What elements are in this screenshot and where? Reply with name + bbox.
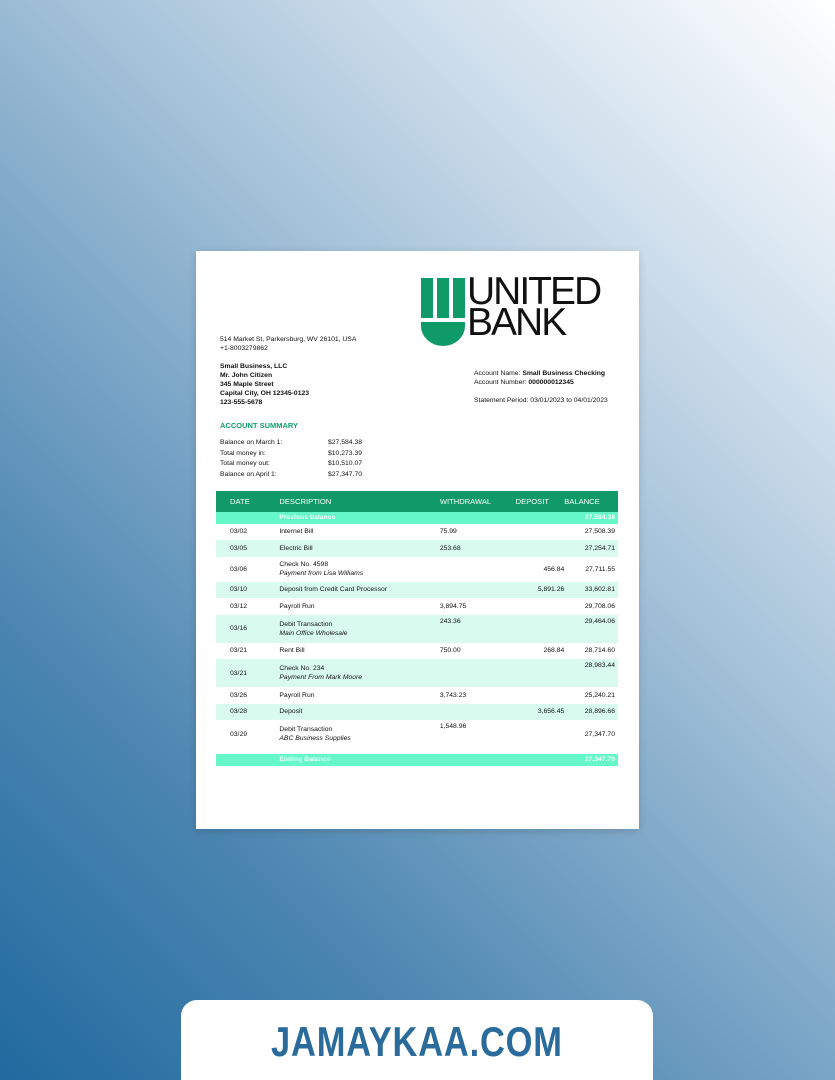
- customer-block: Small Business, LLC Mr. John Citizen 345 Maple Street Capital City, OH 12345-0123 123-555-5678: [220, 363, 310, 406]
- site-name: JAMAYKAA.COM: [271, 1018, 563, 1065]
- bank-arch-icon: [421, 278, 465, 346]
- summary-title: ACCOUNT SUMMARY: [220, 421, 299, 430]
- ending-balance-row: Ending Balance 27,347.70: [216, 754, 618, 766]
- table-row: 03/21 Rent Bill 750.00 268.84 28,714.60: [230, 647, 615, 655]
- transactions-table: [216, 491, 618, 766]
- table-row: 03/06 Check No. 4598 Payment from Lisa Williams 456.84 27,711.55: [230, 561, 615, 577]
- table-row: 03/02 Internet Bill 75.99 27,508.39: [230, 528, 615, 536]
- table-row: 03/10 Deposit from Credit Card Processor 5,891.26 33,602.81: [216, 582, 618, 599]
- statement-period: Statement Period: 03/01/2023 to 04/01/2023: [474, 397, 608, 404]
- previous-balance-row: Previous balance 27,584.38: [216, 512, 618, 524]
- table-row: 03/26 Payroll Run 3,743.23 25,240.21: [230, 691, 615, 699]
- united-bank-logo: [421, 270, 621, 348]
- table-row: 03/16 Debit Transaction Main Office Wholesale 243.36 29,464.06: [216, 615, 618, 643]
- table-row: 03/05 Electric Bill 253.68 27,254.71: [216, 540, 618, 557]
- account-summary: Balance on March 1: $27,584.38 Total money in: $10,273.39 Total money out: $10,510.07 Balance on April 1: $27,347.70: [220, 439, 363, 478]
- bank-address: 514 Market St, Parkersburg, WV 26101, USA +1-8003279862: [220, 336, 357, 352]
- table-row: 03/21 Check No. 234 Payment From Mark Moore 28,983.44: [216, 659, 618, 687]
- table-row: 03/29 Debit Transaction ABC Business Supplies 1,548.96 27,347.70: [230, 723, 615, 742]
- account-info: Account Name: Small Business Checking Account Number: 000000012345: [474, 370, 606, 386]
- bank-statement: [196, 251, 639, 829]
- logo-wordmark: UNITED BANK: [467, 270, 601, 344]
- site-footer-banner: [181, 1000, 653, 1080]
- table-row: 03/12 Payroll Run 3,894.75 29,708.06: [230, 602, 615, 610]
- table-row: 03/28 Deposit 3,656.45 28,896.66: [216, 704, 618, 721]
- table-header: DATE DESCRIPTION WITHDRAWAL DEPOSIT BALANCE: [216, 491, 618, 512]
